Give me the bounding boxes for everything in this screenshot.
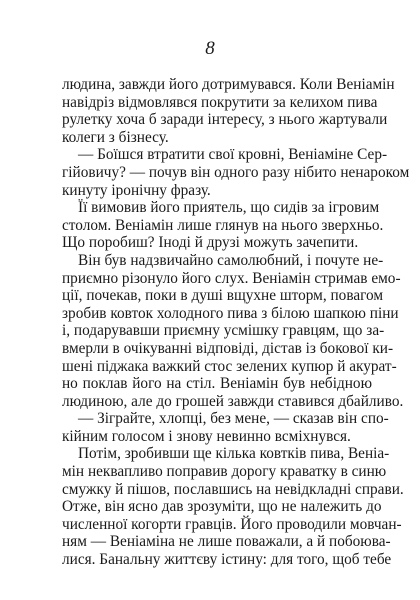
page-number: 8 — [205, 38, 215, 59]
text-line: вмерли в очікуванні відповіді, дістав із бокової ки- — [62, 339, 394, 357]
text-line: смужку й пішов, пославшись на невідкладні справи. — [62, 480, 404, 498]
text-line: Її вимовив його приятель, що сидів за ігровим — [78, 199, 380, 217]
text-line: ції, почекав, поки в душі вщухне шторм, повагом — [62, 287, 384, 305]
text-line: рулетку хоча б заради інтересу, з нього жартували — [62, 111, 388, 129]
text-line: — Зіграйте, хлопці, без мене, — сказав він спо- — [78, 410, 389, 428]
text-line: столом. Веніамін лише глянув на нього зверхньо. — [62, 216, 384, 234]
text-line: мін неквапливо поправив дорогу краватку в синю — [62, 463, 387, 481]
text-line: гійовичу? — почув він одного разу нібито ненароком — [62, 163, 410, 181]
paragraph — [62, 251, 404, 410]
paragraph — [62, 445, 404, 569]
text-line: Потім, зробивши ще кілька ковтків пива, Веніа- — [78, 445, 390, 463]
text-line: Отже, він ясно дав зрозуміти, що не належить до — [62, 498, 382, 516]
text-line: — Боїшся втратити свої кровні, Веніаміне Сер- — [78, 146, 388, 164]
text-line: приємно різонуло його слух. Веніамін стримав емо- — [62, 269, 401, 287]
paragraph — [62, 199, 384, 252]
paragraph — [62, 76, 395, 146]
text-line: зробив ковток холодного пива з білою шапкою піни — [62, 304, 399, 322]
text-line: Він був надзвичайно самолюбний, і почуте не- — [78, 251, 384, 269]
text-line: кинуту іронічну фразу. — [62, 181, 211, 199]
body-text — [62, 76, 410, 569]
text-line: колеги з бізнесу. — [62, 128, 169, 146]
text-line: численної когорти гравців. Його проводили мовчан- — [62, 515, 402, 533]
paragraph — [62, 410, 389, 445]
text-line: Що поробиш? Іноді й друзі можуть зачепити. — [62, 234, 359, 252]
text-line: лися. Банальну життєву істину: для того, щоб тебе — [62, 551, 392, 569]
text-line: навідріз відмовлявся покрутити за келихом пива — [62, 93, 378, 111]
text-line: шені піджака важкий стос зелених купюр й акурат- — [62, 357, 397, 375]
text-line: людина, завжди його дотримувався. Коли Веніамін — [62, 76, 395, 93]
text-line: ням — Веніаміна не лише поважали, а й побоюва- — [62, 533, 391, 551]
paragraph — [62, 146, 410, 199]
text-line: но поклав його на стіл. Веніамін був небідною — [62, 375, 372, 393]
text-line: і, подарувавши приємну усмішку гравцям, що за- — [62, 322, 385, 340]
text-line: людиною, але до грошей завжди ставився дбайливо. — [62, 392, 404, 410]
text-line: кійним голосом і знову невинно всміхнувся. — [62, 427, 351, 445]
